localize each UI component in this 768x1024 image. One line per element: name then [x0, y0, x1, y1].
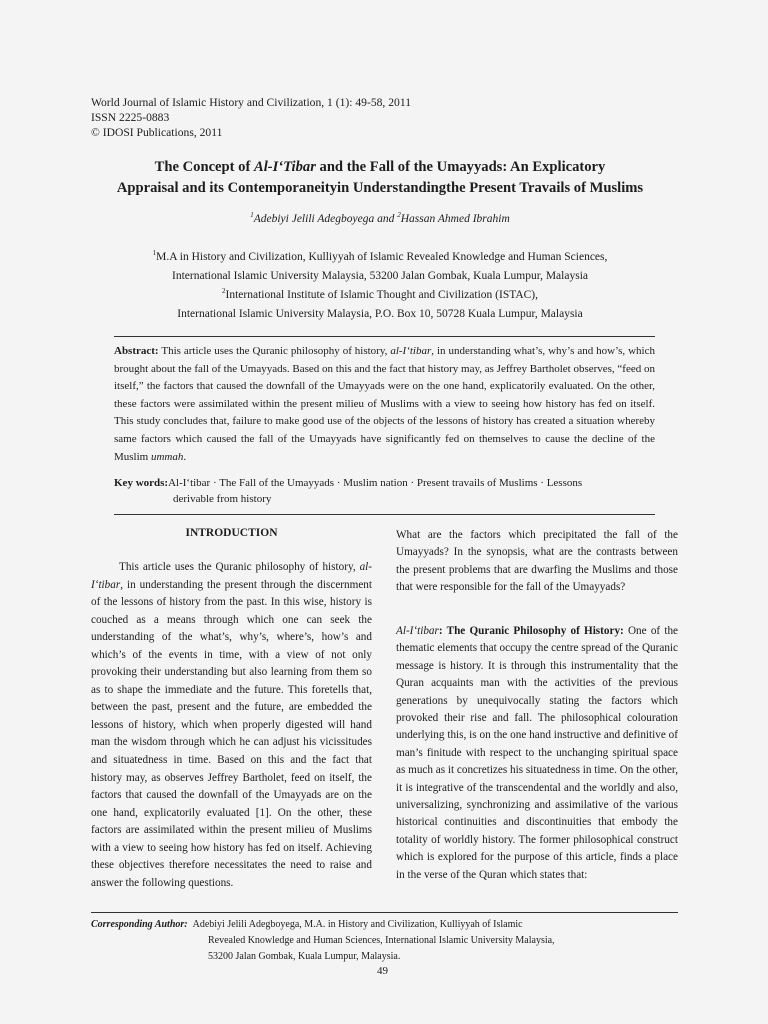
- corresponding-line-2: Revealed Knowledge and Human Sciences, International Islamic University Malaysia,: [208, 935, 555, 946]
- affiliation-1-line-2: International Islamic University Malaysia, 53200 Jalan Gombak, Kuala Lumpur, Malaysia: [172, 270, 588, 282]
- right-paragraph-2: Al-I‘tibar: The Quranic Philosophy of History: One of the thematic elements that occupy the centre spread of the Quranic message is history. It is through this instrumentality that the Quran acquaints man with the activities of the previous generations by unequivocally stating the factors which provoked their rise and fall. The philosophical colouration underlying this, is on the one hand instructive and definitive of man’s finitude with respect to the unchanging spiritual space as much as it concretizes his situatedness in time. On the other, it is integrative of the transcendental and the worldly and also, universalizing, synchronizing and assimilative of the various historical continuities and discontinuities that embody the totality of worldly history. The former philosophical construct which is explored for the purpose of this article, finds a place in the verse of the Quran which states that:: [396, 625, 678, 881]
- introduction-paragraph: This article uses the Quranic philosophy of history, al-I‘tibar, in understanding the present through the discernment of the lessons of history from the past. In this wise, history is couched as a means through which one can seek the understanding of the what’s, why’s, where’s, how’s and which’s of the events in time, with a view of not only provoking their understanding but also learning from them so as to shape the immediate and the future. This foretells that, between the past, present and the future, are embedded the lessons of history, which when properly digested will hand man the wisdom through which he can adjust his vicissitudes and situatedness in time. Based on this and the fact that history may, as observes Jeffrey Bartholet, feed on itself, the factors that caused the downfall of the Umayyads are on the one hand, explicatorily evaluated [1]. On the other, these factors are assimilated within the present milieu of Muslims with a view to seeing how history has fed on itself. Achieving these objectives therefore necessitates the need to raise and answer the following questions.: [91, 561, 372, 889]
- title-line-1: The Concept of Al-I‘Tibar and the Fall of the Umayyads: An Explicatory: [154, 159, 606, 175]
- abstract-top-rule: [114, 336, 655, 337]
- affiliation-2-line-1: International Institute of Islamic Thought and Civilization (ISTAC),: [225, 289, 538, 301]
- title-term: Al-I‘Tibar: [253, 159, 316, 175]
- affiliations: $^1$M.A in History and Civilization, Kulliyyah of Islamic Revealed Knowledge and Human Sciences, International Islamic University Malaysia, 53200 Jalan Gombak, Kuala Lumpur, Malaysia $^2$International Institute of Islamic Thought and Civilization (ISTAC), International Islamic University Malaysia, P.O. Box 10, 50728 Kuala Lumpur, Malaysia: [60, 248, 700, 324]
- corresponding-line-3: 53200 Jalan Gombak, Kuala Lumpur, Malaysia.: [208, 951, 401, 962]
- keywords: [114, 475, 655, 507]
- section-heading-quranic-philosophy: : The Quranic Philosophy of History:: [438, 625, 624, 637]
- abstract-bottom-rule: [114, 514, 655, 515]
- section-term: Al-I‘tibar: [396, 625, 439, 637]
- affiliation-2-line-2: International Islamic University Malaysia, P.O. Box 10, 50728 Kuala Lumpur, Malaysia: [177, 308, 583, 320]
- author-list: $^1$Adebiyi Jelili Adegboyega and $^2$Hassan Ahmed Ibrahim: [250, 211, 510, 225]
- journal-header: [91, 95, 411, 140]
- footer-rule: [91, 912, 678, 913]
- keywords-label: Key words:: [114, 477, 169, 489]
- right-paragraph-1: What are the factors which precipitated the fall of the Umayyads? In the synopsis, what are the contrasts between the present problems that are dwarfing the Muslims and those that were responsible for the fall of the Umayyads?: [396, 529, 678, 594]
- paper-title: [60, 157, 700, 199]
- corresponding-line-1: Adebiyi Jelili Adegboyega, M.A. in History and Civilization, Kulliyyah of Islamic: [192, 919, 523, 930]
- section-heading-introduction: INTRODUCTION: [185, 527, 278, 539]
- corresponding-author-label: Corresponding Author:: [91, 919, 188, 930]
- issn: ISSN 2225-0883: [91, 111, 170, 124]
- affiliation-1-line-1: M.A in History and Civilization, Kulliyyah of Islamic Revealed Knowledge and Human Sciences,: [156, 251, 608, 263]
- author-2: Hassan Ahmed Ibrahim: [400, 213, 510, 225]
- author-1: Adebiyi Jelili Adegboyega and: [253, 213, 398, 225]
- page-number: 49: [377, 965, 388, 977]
- corresponding-author: [91, 917, 691, 965]
- publisher: © IDOSI Publications, 2011: [91, 126, 223, 139]
- abstract: Abstract: This article uses the Quranic philosophy of history, al-I‘tibar, in understanding what’s, why’s and how’s, which brought about the fall of the Umayyads. Based on this and the fact that history may, as Jeffrey Bartholet observes, “feed on itself,” the factors that caused the downfall of the Umayyads were on the one hand, explicatorily evaluated. On the other, these factors were assimilated within the present milieu of Muslims with a view to seeing how history has fed on itself. This study concludes that, failure to make good use of the objects of the lessons of history has created a situation whereby same factors which caused the fall of the Umayyads have significantly fed on themselves to cause the decline of the Muslim ummah.: [114, 345, 655, 463]
- keywords-line-2: derivable from history: [173, 493, 272, 505]
- journal-citation: World Journal of Islamic History and Civilization, 1 (1): 49-58, 2011: [91, 96, 411, 109]
- keywords-line-1: Al-I‘tibar · The Fall of the Umayyads · Muslim nation · Present travails of Muslims · Lessons: [168, 477, 583, 489]
- abstract-label: Abstract:: [114, 345, 159, 357]
- title-line-2: Appraisal and its Contemporaneityin Understandingthe Present Travails of Muslims: [116, 180, 644, 196]
